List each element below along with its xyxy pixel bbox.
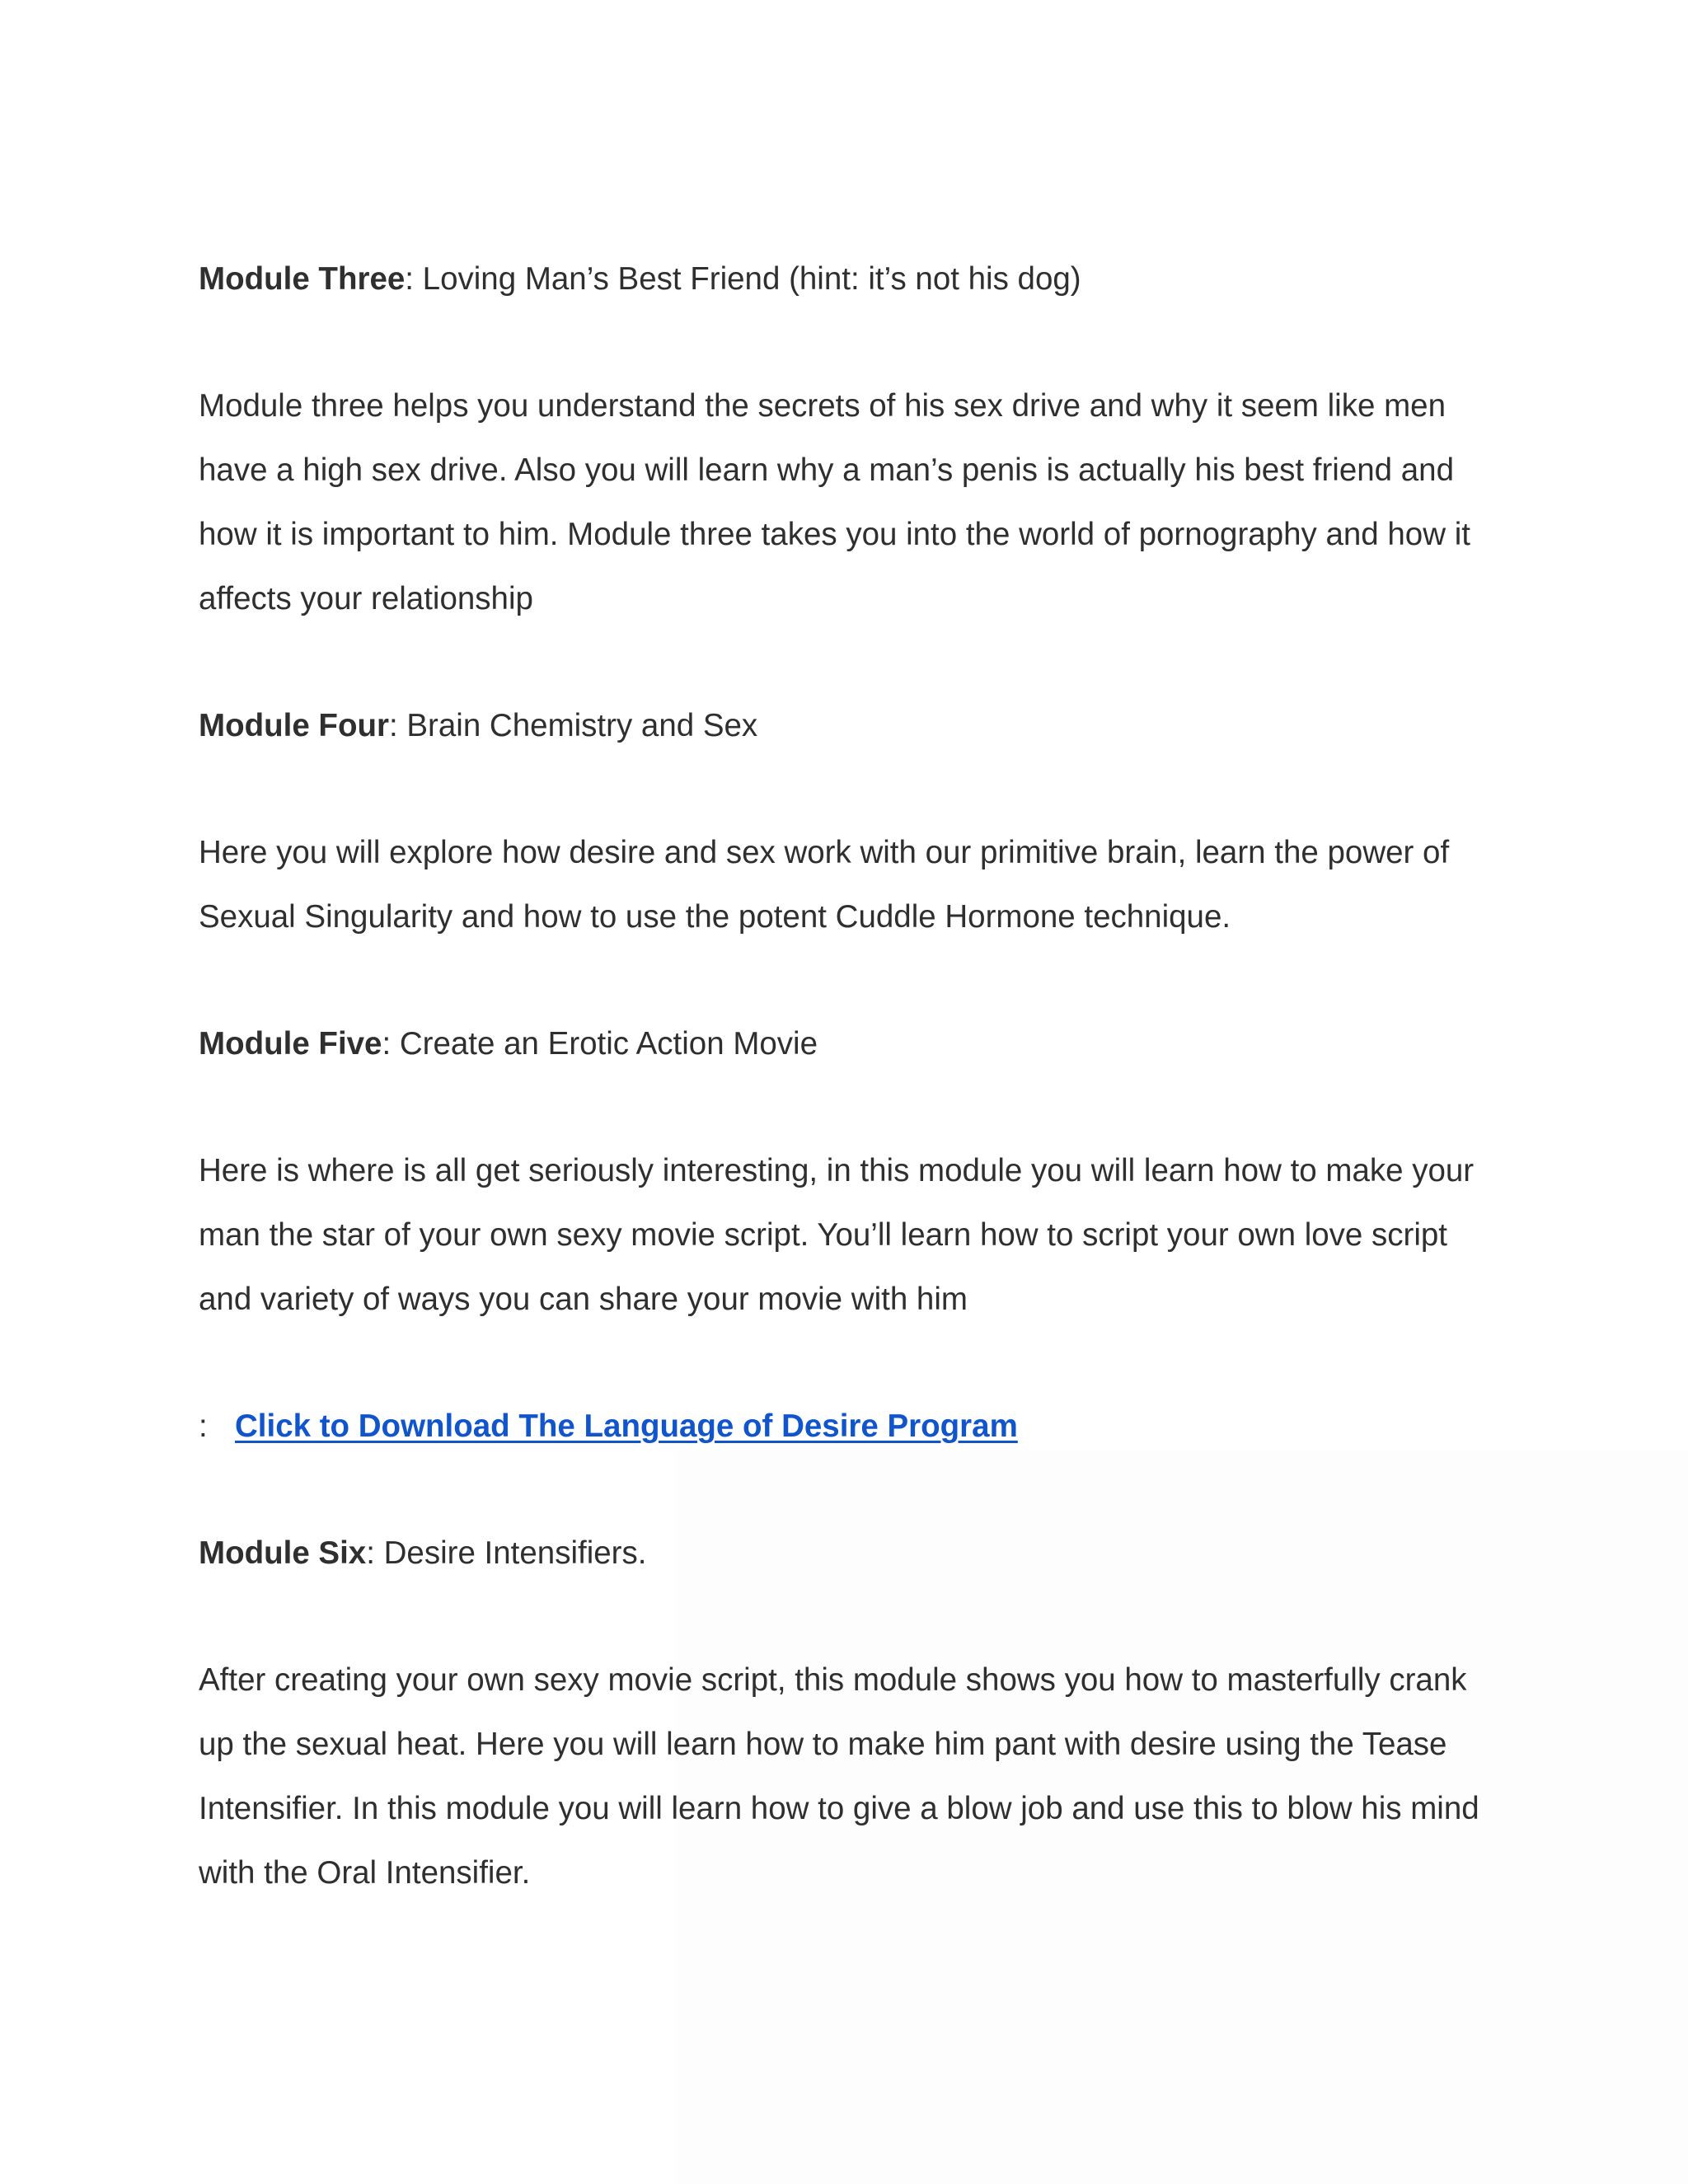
module-four-description [199, 821, 1550, 949]
module-six-heading [199, 1521, 1550, 1586]
module-three-title: : Loving Man’s Best Friend (hint: it’s not his dog) [405, 261, 1081, 297]
text-line: Module three helps you understand the secrets of his sex drive and why it seem like men [199, 388, 1446, 424]
module-six-title: : Desire Intensifiers. [366, 1535, 647, 1571]
text-line: Intensifier. In this module you will learn how to give a blow job and use this to blow his mind [199, 1791, 1479, 1826]
module-five-description [199, 1139, 1550, 1332]
module-four-heading [199, 694, 1550, 758]
text-line: and variety of ways you can share your movie with him [199, 1282, 968, 1317]
module-three-label: Module Three [199, 261, 406, 297]
text-line: affects your relationship [199, 581, 533, 616]
module-six-description [199, 1648, 1550, 1905]
module-four-label: Module Four [199, 708, 389, 743]
module-three-heading [199, 247, 1550, 312]
text-line: man the star of your own sexy movie script. You’ll learn how to script your own love script [199, 1217, 1447, 1253]
text-line: up the sexual heat. Here you will learn how to make him pant with desire using the Tease [199, 1727, 1447, 1762]
module-four-title: : Brain Chemistry and Sex [388, 708, 758, 743]
text-line: Sexual Singularity and how to use the potent Cuddle Hormone technique. [199, 899, 1231, 935]
module-six-label: Module Six [199, 1535, 367, 1571]
module-five-label: Module Five [199, 1026, 382, 1062]
text-line: After creating your own sexy movie script, this module shows you how to masterfully crank [199, 1662, 1467, 1698]
text-line: with the Oral Intensifier. [199, 1855, 531, 1891]
module-five-heading [199, 1012, 1550, 1076]
module-three-description [199, 374, 1550, 631]
download-prefix: : [199, 1408, 208, 1444]
text-line: have a high sex drive. Also you will learn why a man’s penis is actually his best friend and [199, 452, 1454, 488]
download-row [199, 1394, 1550, 1459]
text-line: Here is where is all get seriously interesting, in this module you will learn how to make your [199, 1153, 1475, 1188]
module-five-title: : Create an Erotic Action Movie [382, 1026, 818, 1062]
document-content [199, 247, 1550, 1905]
text-line: how it is important to him. Module three takes you into the world of pornography and how it [199, 517, 1470, 552]
text-line: Here you will explore how desire and sex work with our primitive brain, learn the power of [199, 835, 1450, 870]
download-program-link[interactable]: Click to Download The Language of Desire Program [235, 1408, 1018, 1444]
